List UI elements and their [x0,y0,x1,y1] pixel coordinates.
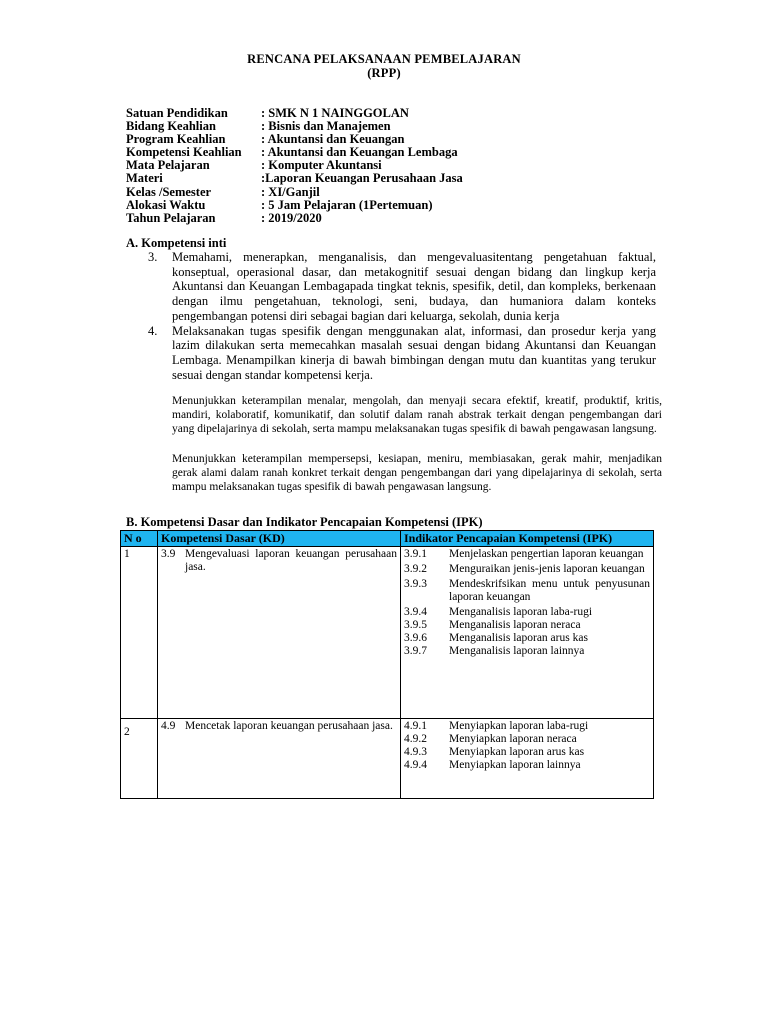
table-header-row [121,531,654,547]
identity-table [126,107,463,225]
identity-value: : Akuntansi dan Keuangan Lembaga [261,145,458,160]
kd-text: Mengevaluasi laporan keuangan perusahaan jasa. [185,548,397,573]
identity-value: : Komputer Akuntansi [261,158,382,173]
identity-label: Kelas /Semester [126,184,212,199]
identity-row [126,212,463,225]
cell-no [121,719,158,799]
identity-label: Tahun Pelajaran [126,210,216,225]
ipk-text: Menganalisis laporan neraca [449,619,581,631]
ipk-text: Menguraikan jenis-jenis laporan keuangan [449,563,645,575]
ipk-code: 4.9.1 [404,720,427,732]
list-item [148,250,656,324]
identity-value: :Laporan Keuangan Perusahaan Jasa [261,171,463,186]
ipk-code: 3.9.1 [404,548,427,560]
ipk-item [404,619,650,632]
identity-value: : SMK N 1 NAINGGOLAN [261,106,409,120]
list-number: 3. [148,250,158,264]
ipk-text: Menganalisis laporan arus kas [449,632,588,644]
row-number: 2 [124,726,130,738]
kd-text: Mencetak laporan keuangan perusahaan jasa. [185,720,393,732]
document-title: RENCANA PELAKSANAAN PEMBELAJARAN [247,52,521,66]
ipk-text: Mendeskrifsikan menu untuk penyusunan laporan keuangan [449,578,650,603]
identity-label: Kompetensi Keahlian [126,145,242,160]
ipk-text: Menyiapkan laporan neraca [449,733,577,745]
paragraph-keterampilan-konkret: Menunjukkan keterampilan mempersepsi, kesiapan, meniru, membiasakan, gerak mahir, menjadikan gerak alami dalam ranah konkret terkait dengan pengembangan dari yang dipelajarinya di sekolah, serta mampu melaksanakan tugas spesifik di bawah pengawasan langsung. [172,453,662,493]
ipk-code: 4.9.3 [404,746,427,758]
list-text: Memahami, menerapkan, menganalisis, dan mengevaluasitentang pengetahuan faktual, konseptual, operasional dasar, dan metakognitif sesuai dengan bidang dan lingkup kerja Akuntansi dan Keuangan Lembagapada tingkat teknis, spesifik, detil, dan kompleks, berkenaan dengan ilmu pengetahuan, teknologi, seni, budaya, dan humaniora dalam konteks pengembangan potensi diri sebagai bagian dari keluarga, sekolah, dunia kerja [172,250,656,323]
table-row [121,547,654,719]
ipk-text: Menyiapkan laporan laba-rugi [449,720,589,732]
paragraph-keterampilan-abstrak: Menunjukkan keterampilan menalar, mengolah, dan menyaji secara efektif, kreatif, produktif, kritis, mandiri, kolaboratif, komunikatif, dan solutif dalam ranah abstrak terkait dengan pengembangan dari yang dipelajarinya di sekolah, serta mampu melaksanakan tugas spesifik di bawah pengawasan langsung. [172,395,662,435]
ipk-item [404,746,650,759]
identity-label: Program Keahlian [126,132,226,147]
cell-kd [158,547,401,719]
header-ipk: Indikator Pencapaian Kompetensi (IPK) [401,531,654,547]
ipk-code: 4.9.2 [404,733,427,745]
identity-value: : 5 Jam Pelajaran (1Pertemuan) [261,197,433,212]
kompetensi-inti-list [148,250,656,382]
ipk-item [404,606,650,619]
ipk-item [404,645,650,658]
ipk-text: Menjelaskan pengertian laporan keuangan [449,548,644,560]
list-number: 4. [148,323,158,338]
ipk-item [404,548,650,561]
cell-no: 1 [121,547,158,719]
ipk-code: 3.9.4 [404,606,427,618]
kd-code: 4.9 [161,720,176,732]
identity-label: Mata Pelajaran [126,158,210,173]
identity-value: : 2019/2020 [261,210,322,225]
kd-code: 3.9 [161,548,176,560]
ipk-code: 3.9.5 [404,619,427,631]
ipk-item [404,563,650,576]
document-subtitle: (RPP) [367,66,401,80]
identity-row [126,186,463,199]
ipk-text: Menganalisis laporan lainnya [449,645,585,657]
cell-ipk [401,719,654,799]
section-b-heading: B. Kompetensi Dasar dan Indikator Pencapaian Kompetensi (IPK) [126,515,483,529]
ipk-text: Menyiapkan laporan lainnya [449,759,581,771]
identity-label: Satuan Pendidikan [126,106,228,120]
identity-label: Alokasi Waktu [126,197,206,212]
ipk-code: 3.9.3 [404,578,427,590]
ipk-item [404,733,650,746]
identity-value: : Akuntansi dan Keuangan [261,132,405,147]
identity-label: Materi [126,171,163,186]
identity-label: Bidang Keahlian [126,119,216,134]
table-row [121,719,654,799]
ipk-item [404,759,650,772]
ipk-item [404,578,650,604]
header-no: N o [121,531,158,547]
ipk-text: Menyiapkan laporan arus kas [449,746,585,758]
list-text: Melaksanakan tugas spesifik dengan menggunakan alat, informasi, dan prosedur kerja yang lazim dilakukan serta memecahkan masalah sesuai dengan bidang Akuntansi dan Keuangan Lembaga. Menampilkan kinerja di bawah bimbingan dengan mutu dan kuantitas yang terukur sesuai dengan standar kompetensi kerja. [172,323,656,382]
cell-ipk [401,547,654,719]
identity-row [126,199,463,212]
ipk-item [404,720,650,733]
kd-ipk-table [120,530,654,799]
ipk-code: 3.9.7 [404,645,427,657]
identity-value: : Bisnis dan Manajemen [261,119,391,134]
section-a-heading: A. Kompetensi inti [126,236,227,250]
ipk-text: Menganalisis laporan laba-rugi [449,606,593,618]
cell-kd [158,719,401,799]
ipk-code: 3.9.2 [404,563,427,575]
list-item [148,324,656,383]
identity-row [126,172,463,185]
ipk-code: 4.9.4 [404,759,427,771]
ipk-item [404,632,650,645]
header-kd: Kompetensi Dasar (KD) [158,531,401,547]
identity-value: : XI/Ganjil [261,184,320,199]
ipk-code: 3.9.6 [404,632,427,644]
